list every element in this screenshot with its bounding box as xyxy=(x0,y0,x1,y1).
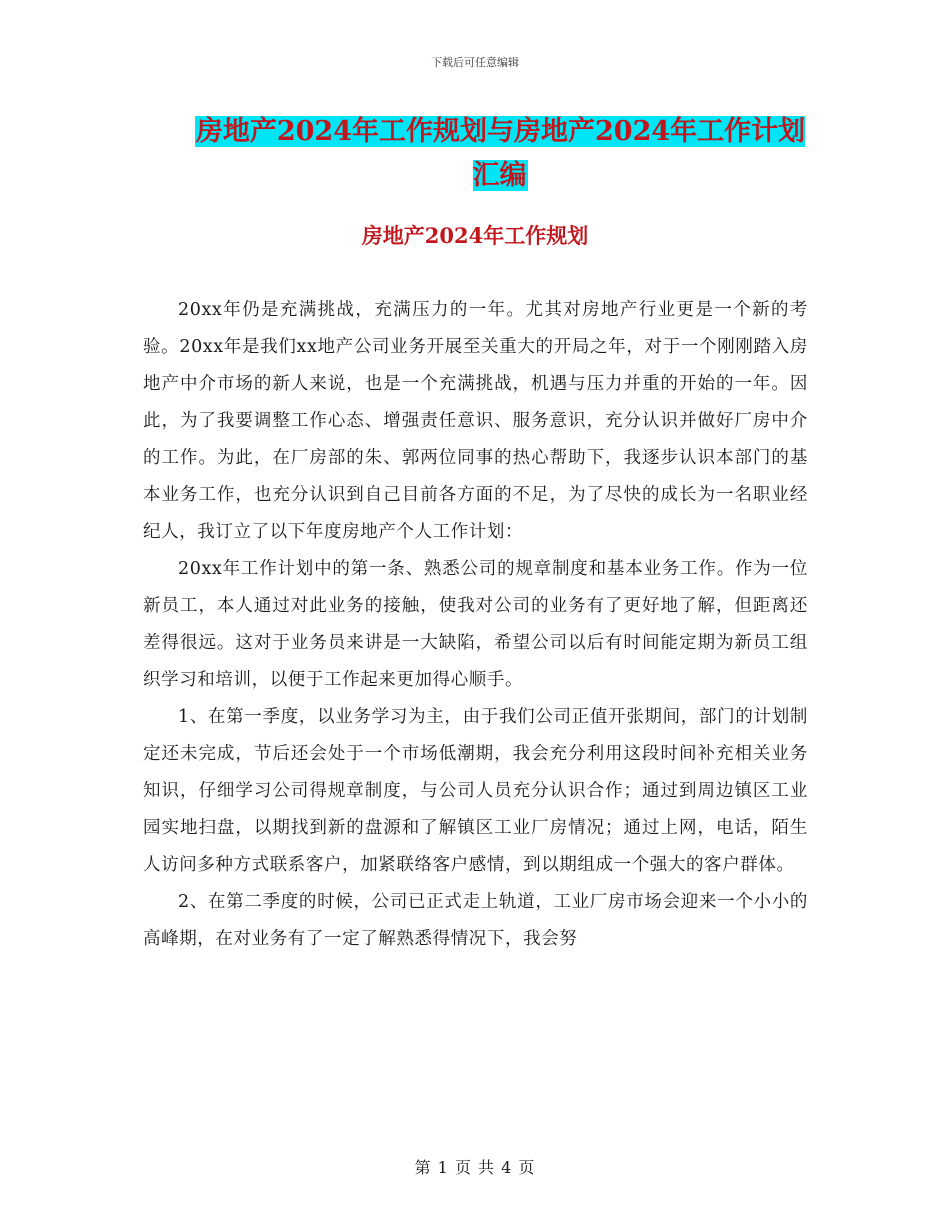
page-header-note: 下载后可任意编辑 xyxy=(431,56,519,69)
page-number-footer: 第 1 页 共 4 页 xyxy=(414,1158,536,1177)
body-paragraph: 20xx年仍是充满挑战，充满压力的一年。尤其对房地产行业更是一个新的考验。20xx年是我们xx地产公司业务开展至关重大的开局之年，对于一个刚刚踏入房地产中介市场的新人来说，也是一个充满挑战，机遇与压力并重的开始的一年。因此，为了我要调整工作心态、增强责任意识、服务意识，充分认识并做好厂房中介的工作。为此，在厂房部的朱、郭两位同事的热心帮助下，我逐步认识本部门的基本业务工作，也充分认识到自己目前各方面的不足，为了尽快的成长为一名职业经纪人，我订立了以下年度房地产个人工作计划： xyxy=(143,300,808,542)
section-title: 房地产2024年工作规划 xyxy=(361,223,589,248)
body-paragraph: 1、在第一季度，以业务学习为主，由于我们公司正值开张期间，部门的计划制定还未完成，节后还会处于一个市场低潮期，我会充分利用这段时间补充相关业务知识，仔细学习公司得规章制度，与公司人员充分认识合作；通过到周边镇区工业园实地扫盘，以期找到新的盘源和了解镇区工业厂房情况；通过上网，电话，陌生人访问多种方式联系客户，加紧联络客户感情，到以期组成一个强大的客户群体。 xyxy=(143,707,808,875)
body-paragraph: 20xx年工作计划中的第一条、熟悉公司的规章制度和基本业务工作。作为一位新员工，本人通过对此业务的接触，使我对公司的业务有了更好地了解，但距离还差得很远。这对于业务员来讲是一大缺陷，希望公司以后有时间能定期为新员工组织学习和培训，以便于工作起来更加得心顺手。 xyxy=(143,559,808,690)
document-title xyxy=(190,110,810,198)
document-body xyxy=(143,292,808,958)
document-title-text: 房地产2024年工作规划与房地产2024年工作计划汇编 xyxy=(195,116,806,191)
body-paragraph: 2、在第二季度的时候，公司已正式走上轨道，工业厂房市场会迎来一个小小的高峰期，在对业务有了一定了解熟悉得情况下，我会努 xyxy=(143,892,808,949)
